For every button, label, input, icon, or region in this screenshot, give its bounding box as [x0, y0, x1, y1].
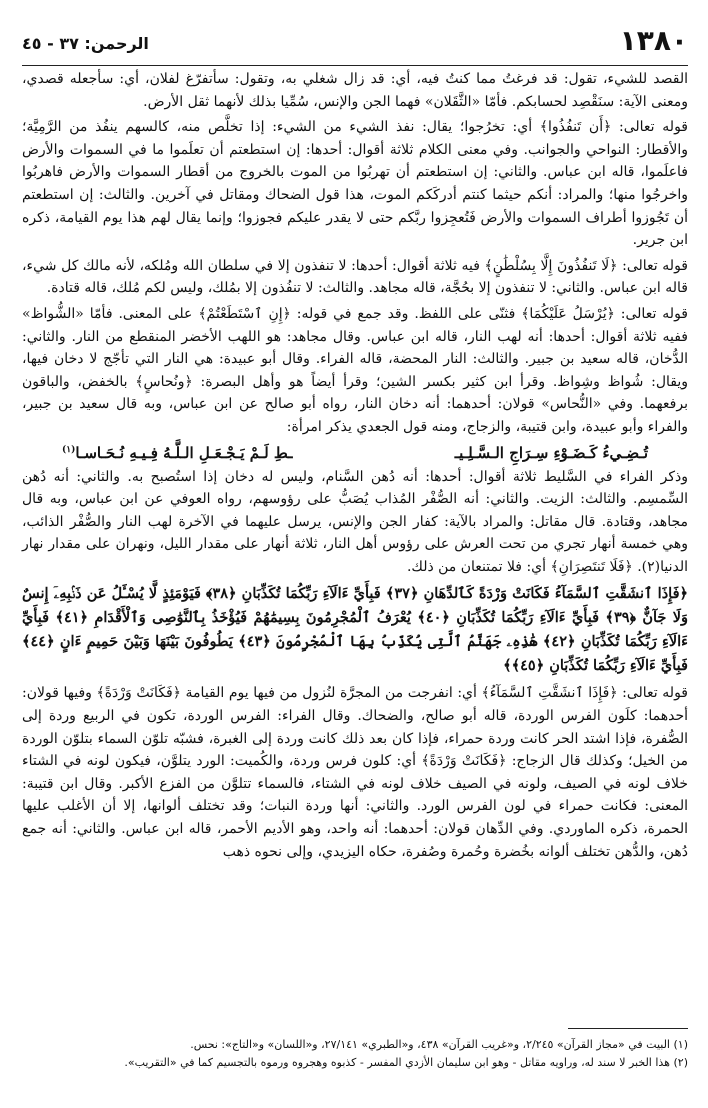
- paragraph: قوله تعالى: ﴿لَا تَنفُذُونَ إِلَّا بِسُلْطَٰنٍ﴾ فيه ثلاثة أقوال: أحدها: لا تنفذون إلا في سلطان الله ومُلكه، لأنه مالك كل شيء، قاله ابن عباس. والثاني: لا تنفذون إلا بحُجَّة، قاله مجاهد. والثالث: لا تنفُذون إلا بمُلك، وليس لكم مُلك، قاله قتادة.: [22, 257, 688, 297]
- footnote-divider: [568, 1028, 688, 1029]
- poem-hemistich-first: تُـضِـيءُ كَـضَـوْءِ سِـرَاجِ الـسَّـلِـيـ: [454, 443, 648, 462]
- paragraph: القصد للشيء، تقول: قد فرغتُ مما كنتُ فيه، أي: قد زال شغلي به، وتقول: سأتفرّغ لفلان، أي: سأجعله قصدي، ومعنى الآية: سنَقْصِد لحسابكم. فأمّا «الثَّقَلان» فهما الجن والإنس، سُمِّيا بذلك لأنهما ثقل الأرض.: [22, 71, 688, 110]
- footnotes: [22, 1036, 688, 1072]
- paragraph: قوله تعالى: ﴿يُرْسَلُ عَلَيْكُمَا﴾ فثنّى على اللفظ. وقد جمع في قوله: ﴿إِنِ ٱسْتَطَعْتُمْ﴾ على المعنى. فأمّا «الشُّواظ» ففيه ثلاثة أقوال: أحدها: أنه لهب النار، قاله ابن عباس. وقال مجاهد: هو اللهب الأخضر المنقطع من النار. والثاني: الدُّخان، قاله سعيد بن جبير. والثالث: النار المحضة، قاله الفراء. وقال أبو عبيدة: هي النار التي تأجّج لا دخان فيها، ويقال: شُواظ وشِواظ. وقرأ ابن كثير بكسر الشين؛ وقرأ أيضاً هو وأهل البصرة: ﴿ونُحاسٍ﴾ بالخفض، والباقون برفعهما. وفي «النُّحاس» قولان: أحدهما: أنه دخان النار، رواه أبو صالح عن ابن عباس، وبه قال سعيد بن جبير، والفراء وأبو عبيدة، وابن قتيبة، والزجاج، ومنه قول الجعدي يذكر امرأة:: [22, 305, 688, 435]
- page-header: [22, 18, 688, 66]
- poetry-verse: [22, 442, 688, 464]
- paragraph: قوله تعالى: ﴿فَإِذَا ٱنشَقَّتِ ٱلسَّمَآءُ﴾ أي: انفرجت من المجرَّة لنُزول من فيها يوم القيامة ﴿فَكَانَتْ وَرْدَةً﴾ وفيها قولان: أحدهما: كلَون الفرس الوردة، قاله أبو صالح، والضحاك. وقال الفراء: الفرس الوردة، تكون في الربيع وردة إلى الصُّفرة، فإذا اشتد الحر كانت وردة حمراء، فإذا كان بعد ذلك كانت وردة إلى الغبرة، فشبّه تلوّن السماء بتلوّن الوردة من الخيل؛ وكذلك قال الزجاج: ﴿فَكَانَتْ وَرْدَةً﴾ أي: كلون فرس وردة، والكُميت: الورد يتلوَّن، فيكون لونه في الشتاء خلاف لونه في الصيف، ولونه في الصيف خلاف لونه في الشتاء، فالسماء تتلوَّن من الفزع الأكبر. وقال ابن قتيبة: المعنى: فكانت حمراء في لون الفرس الورد. والثاني: أنها وردة النبات؛ وقد تختلف ألوانها، إلا أن الأغلب عليها الحمرة، ذكره الماوردي. وفي الدِّهان قولان: أحدهما: أنه واحد، وهو الأديم الأحمر، قاله ابن عباس. والثاني: أنه جمع دُهن، والدُّهن تختلف ألوانه بخُضرة وحُمرة وصُفرة، حكاه اليزيدي، وإلى نحوه ذهب: [22, 685, 688, 860]
- surah-reference: الرحمن: ٣٧ - ٤٥: [22, 34, 149, 53]
- poem-hemistich-second: ـطِ لَـمْ يَـجْـعَـلِ الـلَّـهُ فِـيـهِ نُـحَـاسـا$^{(١)}$: [62, 443, 293, 462]
- commentary-body: [22, 68, 688, 866]
- footnote: (٢) هذا الخبر لا سند له، وراويه مقاتل - وهو ابن سليمان الأزدي المفسر - كذبوه وهجروه ورموه بالتجسيم كما في «التقريب».: [124, 1056, 688, 1069]
- footnote: (١) البيت في «مجاز القرآن» ٢/٢٤٥، و«غريب القرآن» ٤٣٨، و«الطبري» ٢٧/١٤١، و«اللسان» و«التاج»: نحس.: [190, 1038, 688, 1051]
- page-number: ١٣٨٠: [619, 24, 688, 57]
- book-page: [22, 18, 688, 1098]
- paragraph: وذكر الفراء في السَّليط ثلاثة أقوال: أحدها: أنه دُهن السَّنام، وليس له دخان إذا استُصبح به. والثاني: أنه دُهن السِّمسِم. والثالث: الزيت. والثاني: أنه الصُّفْر المُذاب يُصَبُّ على رؤوسهم، رواه العوفي عن ابن عباس، وبه قال مجاهد، وقتادة. قال مقاتل: والمراد بالآية: كفار الجن والإنس، يرسل عليهما في الآخرة لهب النار والصُّفْر الذائب، وهي خمسة أنهار تجري من تحت العرش على رؤوس أهل النار، ثلاثة أنهار على مقدار الليل، ونهران على مقدار نهار الدنيا(٢). ﴿فَلَا تَنتَصِرَانِ﴾ أي: فلا تمتنعان من ذلك.: [22, 468, 688, 575]
- quran-verses: ﴿فَإِذَا ٱنشَقَّتِ ٱلسَّمَآءُ فَكَانَتْ وَرْدَةً كَٱلدِّهَانِ ﴿٣٧﴾ فَبِأَيِّ ءَالَآءِ رَبِّكُمَا تُكَذِّبَانِ ﴿٣٨﴾ فَيَوْمَئِذٍ لَّا يُسْـَٔلُ عَن ذَنۢبِهِۦٓ إِنسٌ وَلَا جَآنٌّ ﴿٣٩﴾ فَبِأَيِّ ءَالَآءِ رَبِّكُمَا تُكَذِّبَانِ ﴿٤٠﴾ يُعْرَفُ ٱلْمُجْرِمُونَ بِسِيمَٰهُمْ فَيُؤْخَذُ بِٱلنَّوَٰصِى وَٱلْأَقْدَامِ ﴿٤١﴾ فَبِأَيِّ ءَالَآءِ رَبِّكُمَا تُكَذِّبَانِ ﴿٤٢﴾ هَٰذِهِۦ جَهَنَّمُ ٱلَّتِى يُكَذِّبُ بِهَا ٱلْمُجْرِمُونَ ﴿٤٣﴾ يَطُوفُونَ بَيْنَهَا وَبَيْنَ حَمِيمٍ ءَانٍ ﴿٤٤﴾ فَبِأَيِّ ءَالَآءِ رَبِّكُمَا تُكَذِّبَانِ ﴿٤٥﴾﴾: [22, 585, 689, 675]
- footnote-mark: (١): [62, 444, 76, 455]
- paragraph: قوله تعالى: ﴿أَن تَنفُذُوا﴾ أي: تخرُجوا؛ يقال: نفذ الشيء من الشيء: إذا تخلَّص منه، كالسهم ينفُذ من الرَّمِيَّة؛ والأقطار: النواحي والجوانب. وفي معنى الكلام ثلاثة أقوال: أحدها: إن استطعتم أن تعلَموا ما في السموات والأرض فاعلَموا، قاله ابن عباس. والثاني: إن استطعتم أن تهربُوا من الموت بالخروج من أقطار السموات والأرض فاهربُوا واخرجُوا منها؛ والمراد: أنكم حيثما كنتم أدركَكم الموت، هذا قول الضحاك ومقاتل في آخرين. والثالث: إن استطعتم أن تَجُوزوا أطراف السموات والأرض فَتُعجِزوا ربَّكم حتى لا يقدر عليكم فجوزوا؛ وإنما يقال لهم هذا يوم القيامة، ذكره ابن جرير.: [22, 119, 688, 249]
- header-divider: [22, 65, 688, 66]
